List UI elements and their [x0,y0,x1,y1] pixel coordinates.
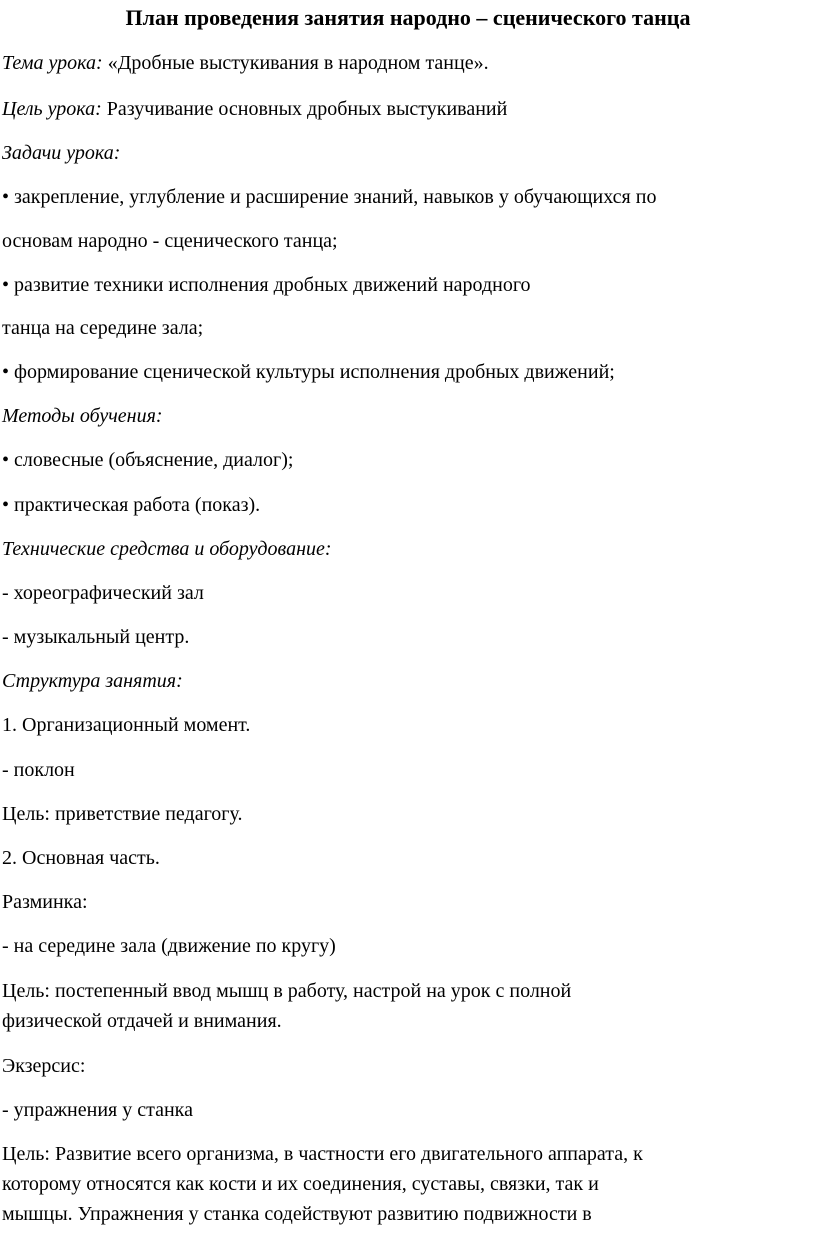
goal-value: Разучивание основных дробных выстукиваний [101,98,508,120]
structure-line: мышцы. Упражнения у станка содействуют развитию подвижности в [2,1203,592,1225]
page-title: План проведения занятия народно – сценического танца [125,5,691,30]
goal-line [2,96,507,122]
methods-heading: Методы обучения: [2,405,163,427]
method-item: • словесные (объяснение, диалог); [2,449,294,471]
task-line: • развитие техники исполнения дробных движений народного [2,274,531,296]
structure-line: - на середине зала (движение по кругу) [2,935,336,957]
task-line: танца на середине зала; [2,317,204,339]
structure-line: - упражнения у станка [2,1099,193,1121]
structure-heading: Структура занятия: [2,670,183,692]
equipment-item: - музыкальный центр. [2,626,190,648]
structure-line: которому относятся как кости и их соединения, суставы, связки, так и [2,1173,599,1195]
structure-line: физической отдачей и внимания. [2,1010,282,1032]
equipment-item: - хореографический зал [2,582,204,604]
structure-line: 2. Основная часть. [2,847,160,869]
structure-line: Цель: приветствие педагогу. [2,803,243,825]
topic-value: «Дробные выстукивания в народном танце». [102,52,489,74]
equipment-heading: Технические средства и оборудование: [2,538,332,560]
structure-line: 1. Организационный момент. [2,714,251,736]
topic-label: Тема урока: [2,52,103,74]
topic-line [2,50,489,76]
task-line: • закрепление, углубление и расширение знаний, навыков у обучающихся по [2,186,657,208]
method-item: • практическая работа (показ). [2,494,261,516]
task-line: основам народно - сценического танца; [2,230,338,252]
goal-label: Цель урока: [2,98,102,120]
tasks-heading: Задачи урока: [2,142,121,164]
structure-line: - поклон [2,759,75,781]
structure-line: Цель: Развитие всего организма, в частности его двигательного аппарата, к [2,1143,643,1165]
structure-line: Цель: постепенный ввод мышц в работу, настрой на урок с полной [2,980,572,1002]
structure-line: Разминка: [2,891,88,913]
structure-line: Экзерсис: [2,1055,86,1077]
task-line: • формирование сценической культуры исполнения дробных движений; [2,361,615,383]
